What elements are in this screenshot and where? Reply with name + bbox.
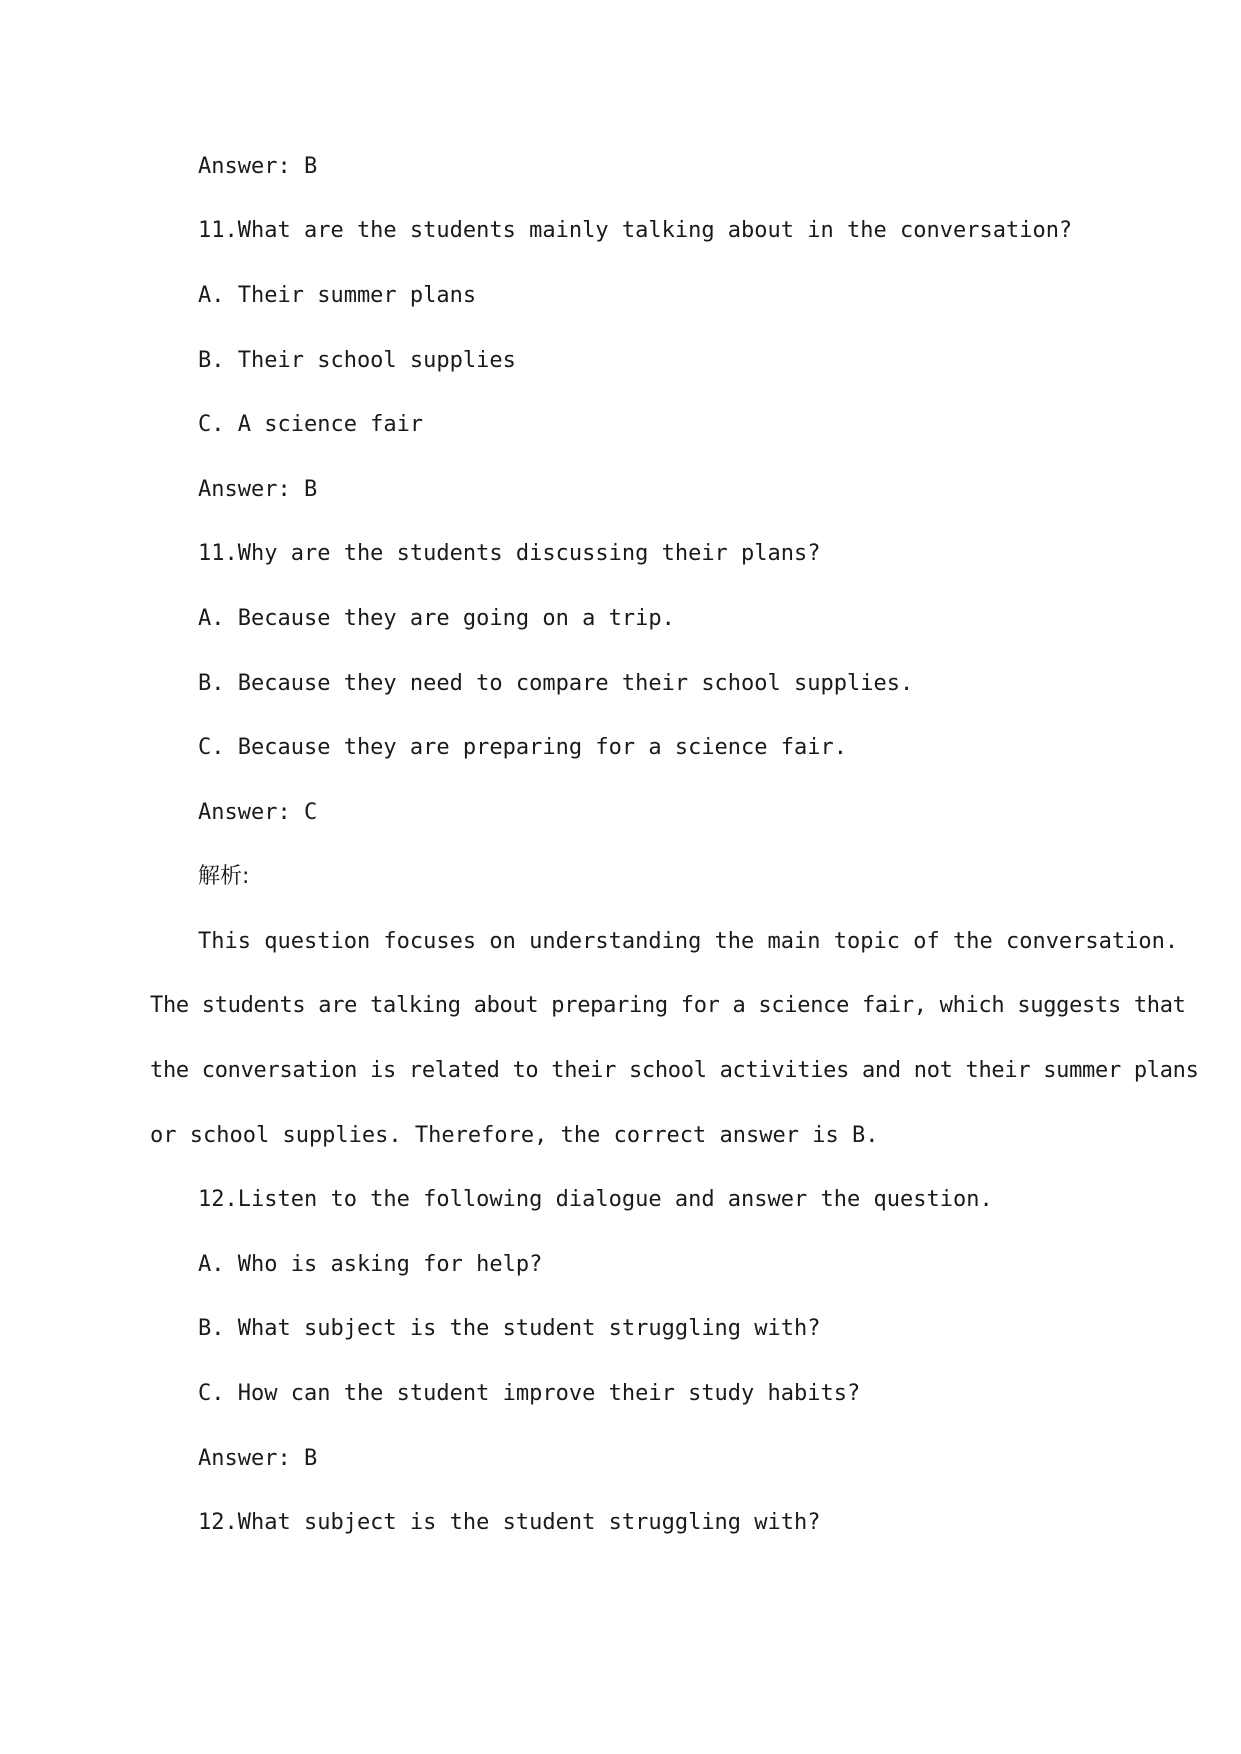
answer-line: Answer: B	[198, 154, 318, 179]
answer-line: Answer: B	[198, 477, 318, 502]
option-a: A. Because they are going on a trip.	[198, 606, 675, 631]
analysis-paragraph-line-1: This question focuses on understanding the main topic of the conversation.	[198, 929, 1179, 954]
analysis-paragraph-line-4: or school supplies. Therefore, the correct answer is B.	[150, 1123, 879, 1148]
option-b: B. What subject is the student struggling with?	[198, 1316, 821, 1341]
option-a: A. Their summer plans	[198, 283, 477, 308]
option-c: C. How can the student improve their study habits?	[198, 1381, 861, 1406]
analysis-paragraph-line-2: The students are talking about preparing for a science fair, which suggests that	[150, 993, 1186, 1018]
answer-line: Answer: B	[198, 1446, 318, 1471]
question-12-subject: 12.What subject is the student struggling with?	[198, 1510, 821, 1535]
option-b: B. Their school supplies	[198, 348, 516, 373]
option-c: C. A science fair	[198, 412, 424, 437]
analysis-paragraph-line-3: the conversation is related to their school activities and not their summer plans	[150, 1058, 1199, 1083]
question-11-main-topic: 11.What are the students mainly talking about in the conversation?	[198, 218, 1073, 243]
option-b: B. Because they need to compare their school supplies.	[198, 671, 914, 696]
question-11-why: 11.Why are the students discussing their plans?	[198, 541, 821, 566]
option-c: C. Because they are preparing for a science fair.	[198, 735, 848, 760]
analysis-heading: 解析:	[198, 864, 250, 889]
answer-line: Answer: C	[198, 800, 318, 825]
question-12-instruction: 12.Listen to the following dialogue and answer the question.	[198, 1187, 993, 1212]
option-a: A. Who is asking for help?	[198, 1252, 543, 1277]
